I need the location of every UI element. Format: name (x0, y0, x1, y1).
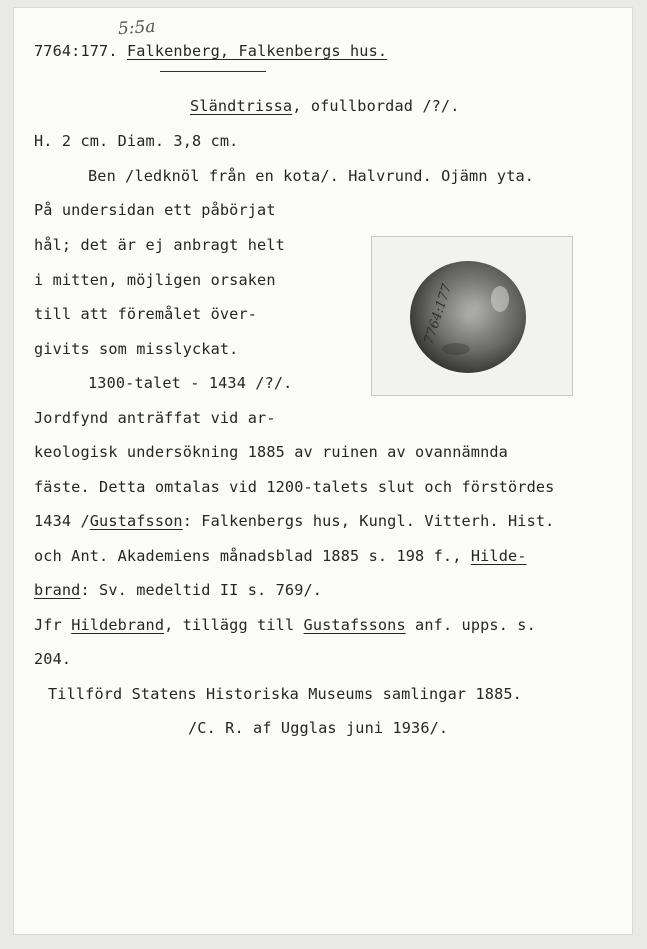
find-text-line: keologisk undersökning 1885 av ruinen av ovannämnda (34, 443, 508, 461)
reference-author: Hildebrand (71, 616, 165, 634)
reference-author: Hilde- (470, 547, 527, 565)
dating-line: 1300-talet - 1434 /?/. (88, 374, 293, 392)
description-line: i mitten, möjligen orsaken (34, 271, 276, 289)
object-name: Sländtrissa (190, 97, 293, 115)
reference-text: anf. upps. s. (405, 616, 536, 634)
catalog-number: 7764:177. (34, 42, 118, 60)
reference-text: : Falkenbergs hus, Kungl. Vitterh. Hist. (182, 512, 555, 530)
reference-text: 1434 / (34, 512, 90, 530)
reference-author: Gustafsson (89, 512, 183, 530)
description-line: På undersidan ett påbörjat (34, 201, 276, 219)
description-line: givits som misslyckat. (34, 340, 239, 358)
signature-line: /C. R. af Ugglas juni 1936/. (188, 719, 449, 737)
spindle-whorl-image (372, 237, 572, 395)
description-line: till att föremålet över- (34, 305, 258, 323)
object-title (190, 97, 460, 115)
location-title: Falkenberg, Falkenbergs hus. (126, 42, 388, 60)
description-line: hål; det är ej anbragt helt (34, 236, 285, 254)
header-rule (160, 71, 266, 72)
provenance-line: Tillförd Statens Historiska Museums samlingar 1885. (48, 685, 522, 703)
reference-text: Jfr (34, 616, 72, 634)
material-line: Ben /ledknöl från en kota/. Halvrund. Ojämn yta. (88, 167, 535, 185)
reference-line (34, 547, 527, 565)
dimensions-line: H. 2 cm. Diam. 3,8 cm. (34, 132, 239, 150)
reference-line (34, 512, 554, 530)
reference-text: : Sv. medeltid II s. 769/. (80, 581, 323, 599)
object-photo (371, 236, 573, 396)
reference-line (34, 581, 322, 599)
reference-text: och Ant. Akademiens månadsblad 1885 s. 198 f., (34, 547, 471, 565)
reference-author: Gustafssons (303, 616, 406, 634)
object-desc: , ofullbordad /?/. (292, 97, 460, 115)
photo-inscription: 7764:177 (421, 282, 456, 347)
reference-text: , tillägg till (164, 616, 304, 634)
reference-line (34, 616, 536, 634)
find-text-line: fäste. Detta omtalas vid 1200-talets slut och förstördes (34, 478, 555, 496)
header-line (34, 42, 387, 60)
find-text-line: Jordfynd anträffat vid ar- (34, 409, 276, 427)
reference-line: 204. (34, 650, 72, 668)
handwritten-note: 5:5a (117, 16, 157, 40)
catalog-card (14, 8, 632, 934)
reference-author: brand (34, 581, 81, 599)
